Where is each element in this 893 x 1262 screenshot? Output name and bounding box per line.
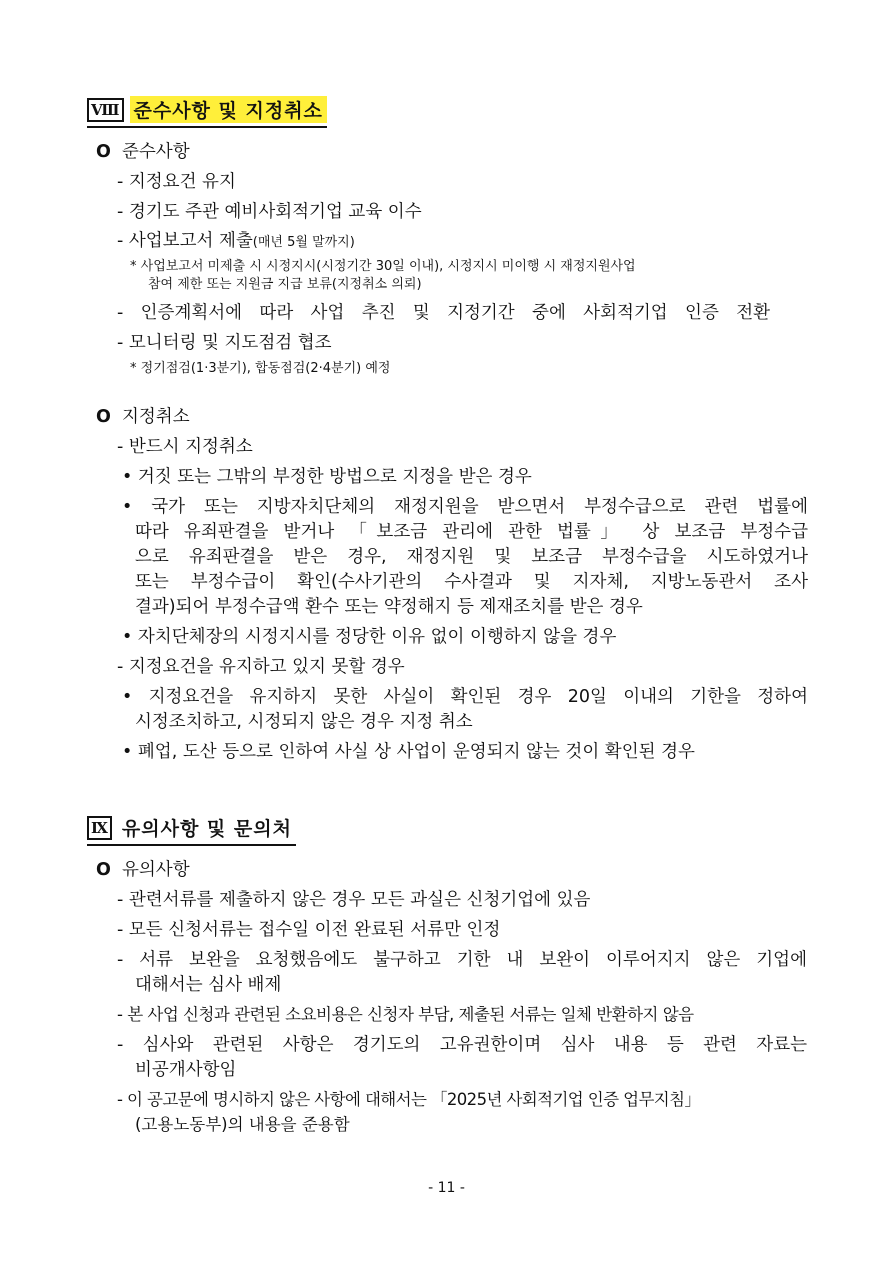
cancel-bullet-4-line-1: • 지정요건을 유지하지 못한 사실이 확인된 경우 20일 이내의 기한을 정하여 xyxy=(122,687,808,707)
cancel-bullet-2-line-1: • 국가 또는 지방자치단체의 재정지원을 받으면서 부정수급으로 관련 법률에 xyxy=(122,497,808,517)
cancel-bullet-2-line-5: 결과)되어 부정수급액 환수 또는 약정해지 등 제재조치를 받은 경우 xyxy=(135,597,643,617)
compliance-item-1: - 지정요건 유지 xyxy=(117,172,236,192)
section-8-title: 준수사항 및 지정취소 xyxy=(130,96,327,123)
section-9-number: Ⅸ xyxy=(87,816,112,840)
page-number: - 11 - xyxy=(428,1180,465,1196)
section-9-title: 유의사항 및 문의처 xyxy=(121,818,292,840)
cancel-bullet-1: • 거짓 또는 그밖의 부정한 방법으로 지정을 받은 경우 xyxy=(122,467,532,487)
notes-item-3-line-1: - 서류 보완을 요청했음에도 불구하고 기한 내 보완이 이루어지지 않은 기업에 xyxy=(117,950,807,970)
cancellation-heading: O 지정취소 xyxy=(96,405,190,429)
report-note-line-2: 참여 제한 또는 지원금 지급 보류(지정취소 의뢰) xyxy=(148,277,422,292)
compliance-item-3-text: - 사업보고서 제출 xyxy=(117,231,253,251)
section-8-number: Ⅷ xyxy=(87,98,124,122)
inspection-note: * 정기점검(1·3분기), 합동점검(2·4분기) 예정 xyxy=(130,361,391,376)
notes-item-6-line-1: - 이 공고문에 명시하지 않은 사항에 대해서는 「2025년 사회적기업 인증 업무지침」 xyxy=(117,1090,701,1109)
notes-item-2: - 모든 신청서류는 접수일 이전 완료된 서류만 인정 xyxy=(117,920,501,940)
cancel-bullet-4-line-2: 시정조치하고, 시정되지 않은 경우 지정 취소 xyxy=(135,712,473,732)
cancel-bullet-2-line-2: 따라 유죄판결을 받거나 「보조금 관리에 관한 법률」 상 보조금 부정수급 xyxy=(135,522,808,542)
cancel-bullet-2-line-3: 으로 유죄판결을 받은 경우, 재정지원 및 보조금 부정수급을 시도하였거나 xyxy=(135,547,808,567)
compliance-item-4: - 인증계획서에 따라 사업 추진 및 지정기간 중에 사회적기업 인증 전환 xyxy=(117,303,770,323)
notes-item-5-line-2: 비공개사항임 xyxy=(135,1060,237,1080)
compliance-item-3 xyxy=(117,229,355,255)
not-maintained: - 지정요건을 유지하고 있지 못할 경우 xyxy=(117,657,405,677)
notes-item-4: - 본 사업 신청과 관련된 소요비용은 신청자 부담, 제출된 서류는 일체 반환하지 않음 xyxy=(117,1005,694,1024)
report-deadline: (매년 5월 말까지) xyxy=(252,235,355,250)
cancel-bullet-2-line-4: 또는 부정수급이 확인(수사기관의 수사결과 및 지자체, 지방노동관서 조사 xyxy=(135,572,808,592)
must-cancel: - 반드시 지정취소 xyxy=(117,437,253,457)
notes-item-5-line-1: - 심사와 관련된 사항은 경기도의 고유권한이며 심사 내용 등 관련 자료는 xyxy=(117,1035,807,1055)
report-note-line-1: * 사업보고서 미제출 시 시정지시(시정기간 30일 이내), 시정지시 미이행 시 재정지원사업 xyxy=(130,259,636,274)
section-9-heading xyxy=(87,814,296,846)
compliance-item-2: - 경기도 주관 예비사회적기업 교육 이수 xyxy=(117,202,422,222)
notes-item-1: - 관련서류를 제출하지 않은 경우 모든 과실은 신청기업에 있음 xyxy=(117,890,591,910)
compliance-item-5: - 모니터링 및 지도점검 협조 xyxy=(117,333,332,353)
section-8-heading xyxy=(87,96,327,128)
cancel-bullet-3: • 자치단체장의 시정지시를 정당한 이유 없이 이행하지 않을 경우 xyxy=(122,627,617,647)
cancel-bullet-5: • 폐업, 도산 등으로 인하여 사실 상 사업이 운영되지 않는 것이 확인된 경우 xyxy=(122,742,695,762)
compliance-heading: O 준수사항 xyxy=(96,140,190,164)
notes-item-6-line-2: (고용노동부)의 내용을 준용함 xyxy=(135,1115,350,1134)
notes-heading: O 유의사항 xyxy=(96,858,190,882)
notes-item-3-line-2: 대해서는 심사 배제 xyxy=(135,975,282,995)
